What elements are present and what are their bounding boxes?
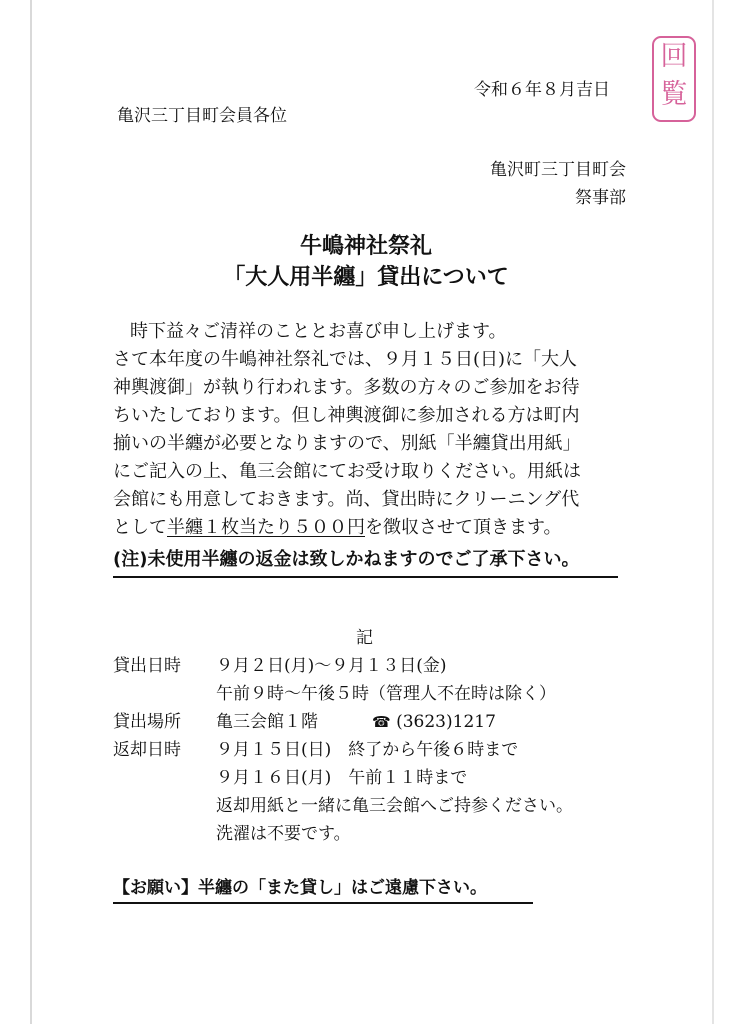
phone-icon: ☎ — [372, 713, 391, 731]
request-note: 【お願い】半纏の「また貸し」はご遠慮下さい。 — [113, 876, 533, 904]
paper-edge-left — [30, 0, 32, 1024]
document-title-line1: 牛嶋神社祭礼 — [299, 234, 432, 259]
sender-organization: 亀沢町三丁目町会 — [490, 160, 626, 180]
return-date-value-1: ９月１５日(日) 終了から午後６時まで — [216, 740, 519, 760]
body-line-2: さて本年度の牛嶋神社祭礼では、９月１５日(日)に「大人 — [113, 349, 578, 370]
lend-place-label: 貸出場所 — [113, 712, 181, 732]
sender-department: 祭事部 — [575, 188, 626, 208]
circulation-stamp — [652, 36, 696, 122]
phone-number — [372, 710, 496, 734]
lend-time-value: 午前９時～午後５時（管理人不在時は除く） — [216, 684, 556, 704]
paper-edge-right — [712, 0, 714, 1024]
return-note-1: 返却用紙と一緒に亀三会館へご持参ください。 — [216, 796, 573, 816]
body-line-7: 会館にも用意しておきます。尚、貸出時にクリーニング代 — [113, 489, 580, 510]
body-line-5: 揃いの半纏が必要となりますので、別紙「半纏貸出用紙」 — [113, 433, 581, 454]
fee-amount: 半纏１枚当たり５００円 — [167, 517, 365, 538]
issue-date: 令和６年８月吉日 — [474, 80, 610, 100]
document-title-line2: 「大人用半纏」貸出について — [223, 265, 509, 290]
ki-heading: 記 — [356, 628, 373, 648]
body-line-8-post: を徴収させて頂きます。 — [365, 517, 562, 538]
body-line-3: 神輿渡御」が執り行われます。多数の方々のご参加をお待 — [113, 377, 580, 398]
body-line-4: ちいたしております。但し神輿渡御に参加される方は町内 — [113, 405, 580, 426]
lend-place-value: 亀三会館１階 — [216, 712, 318, 732]
lend-date-label: 貸出日時 — [113, 656, 181, 676]
body-line-6: にご記入の上、亀三会館にてお受け取りください。用紙は — [113, 461, 581, 482]
return-date-label: 返却日時 — [113, 740, 181, 760]
lend-date-value: ９月２日(月)～９月１３日(金) — [216, 656, 447, 676]
refund-note: (注)未使用半纏の返金は致しかねますのでご了承下さい。 — [113, 546, 618, 578]
phone-value: (3623)1217 — [396, 712, 496, 732]
stamp-char-bottom: 覧 — [660, 79, 688, 110]
stamp-char-top: 回 — [660, 41, 688, 72]
body-line-1: 時下益々ご清祥のこととお喜び申し上げます。 — [130, 321, 507, 342]
body-line-8 — [113, 514, 562, 542]
addressee: 亀沢三丁目町会員各位 — [117, 106, 287, 126]
return-date-value-2: ９月１６日(月) 午前１１時まで — [216, 768, 468, 788]
body-line-8-pre: として — [113, 517, 167, 538]
return-note-2: 洗濯は不要です。 — [216, 824, 351, 844]
